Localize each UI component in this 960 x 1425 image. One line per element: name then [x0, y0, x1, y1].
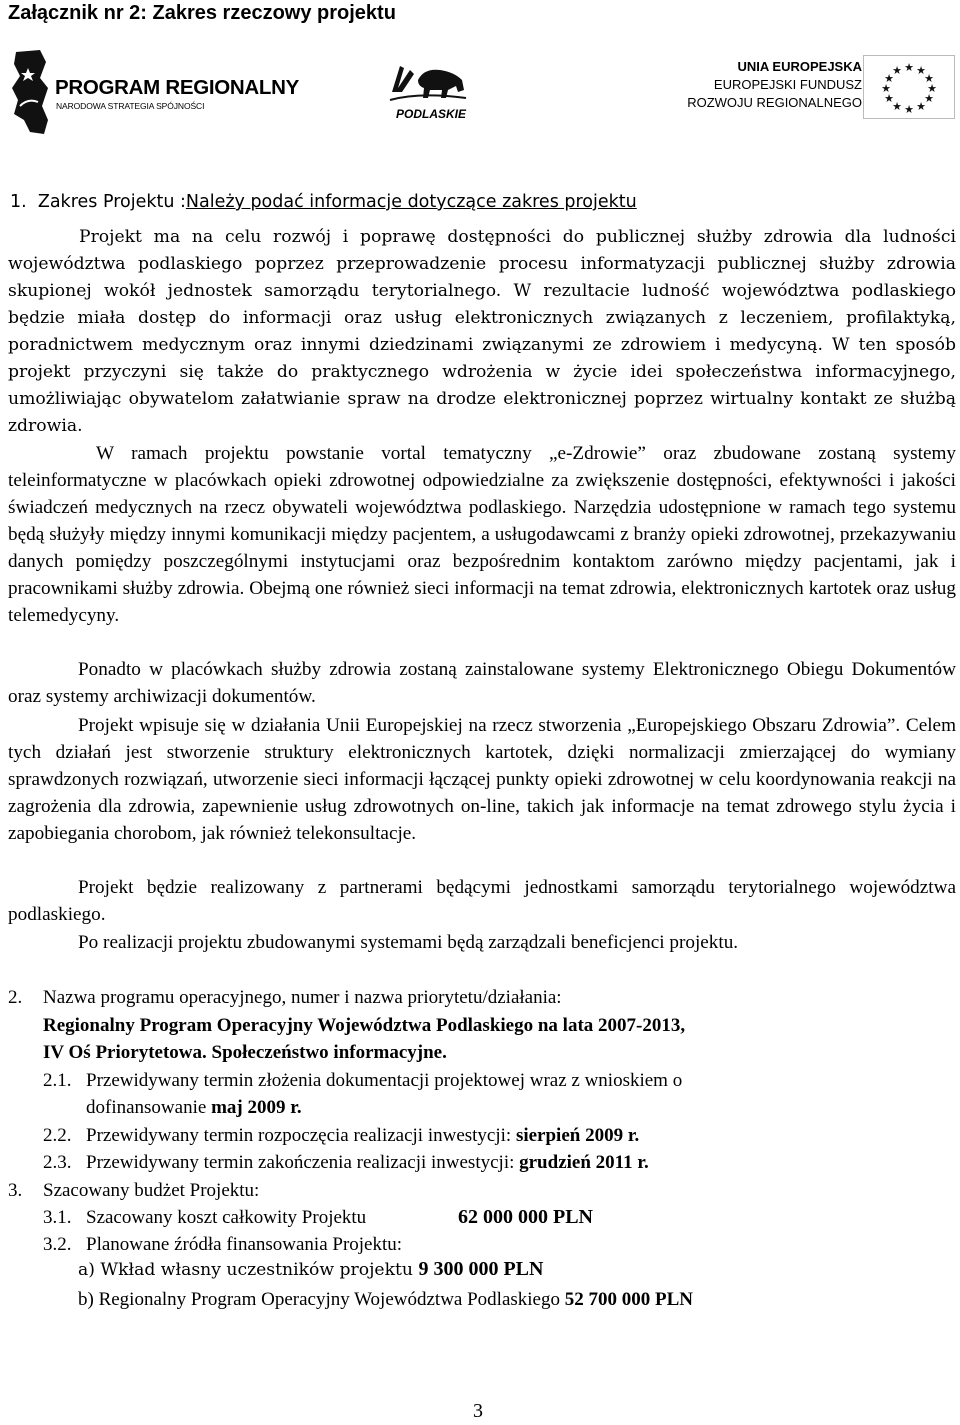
- item-3-2-text: Planowane źródła finansowania Projektu:: [86, 1234, 403, 1255]
- program-regionalny-logo: [10, 48, 300, 138]
- section1-paragraph-3: Ponadto w placówkach służby zdrowia zostaną zainstalowane systemy Elektronicznego Obiegu Dokumentów oraz systemy archiwizacji dokumentów.: [8, 659, 956, 707]
- eu-line2: EUROPEJSKI FUNDUSZ: [713, 77, 862, 92]
- item-2-1-text-cont: [86, 1094, 302, 1121]
- item-3-1-text: Szacowany koszt całkowity Projektu: [86, 1207, 367, 1228]
- section1-number: 1.: [10, 192, 27, 212]
- item-3-1-number: 3.1.: [43, 1207, 72, 1228]
- svg-text:★: ★: [881, 82, 891, 95]
- item-3-2-number: 3.2.: [43, 1234, 72, 1255]
- svg-text:★: ★: [924, 92, 934, 105]
- svg-text:★: ★: [892, 64, 902, 77]
- item-2-3-number: 2.3.: [43, 1152, 72, 1173]
- svg-text:★: ★: [904, 103, 914, 116]
- section3-number: 3.: [8, 1180, 23, 1201]
- section2-number: 2.: [8, 987, 23, 1008]
- section3-title: Szacowany budżet Projektu:: [43, 1180, 260, 1201]
- program-name-line2: IV Oś Priorytetowa. Społeczeństwo informacyjne.: [43, 1042, 447, 1063]
- program-regionalny-emblem-icon: [10, 48, 52, 136]
- svg-text:★: ★: [884, 92, 894, 105]
- item-2-1-text: Przewidywany termin złożenia dokumentacji projektowej wraz z wnioskiem o: [86, 1070, 683, 1091]
- svg-text:★: ★: [904, 61, 914, 74]
- svg-text:★: ★: [924, 72, 934, 85]
- item-2-2-number: 2.2.: [43, 1125, 72, 1146]
- item-2-2-text: Przewidywany termin rozpoczęcia realizacji inwestycji:: [86, 1125, 516, 1146]
- item-2-2-line: [86, 1122, 639, 1149]
- item-2-1-number: 2.1.: [43, 1070, 72, 1091]
- podlaskie-logo: [388, 58, 468, 128]
- item-3-2-b-value: 52 700 000 PLN: [564, 1289, 693, 1310]
- item-3-2-b: [78, 1286, 693, 1313]
- item-2-2-value: sierpień 2009 r.: [515, 1125, 640, 1146]
- svg-text:★: ★: [916, 64, 926, 77]
- program-regionalny-subtext: NARODOWA STRATEGIA SPÓJNOŚCI: [56, 101, 205, 111]
- eu-text-block: [687, 58, 862, 112]
- svg-text:★: ★: [927, 82, 937, 95]
- section1-heading: [10, 189, 637, 216]
- item-3-2-a-text: a) Wkład własny uczestników projektu: [78, 1260, 419, 1280]
- program-regionalny-text: PROGRAM REGIONALNY: [55, 76, 300, 99]
- eu-logo: [665, 52, 960, 118]
- document-title: Załącznik nr 2: Zakres rzeczowy projektu: [8, 2, 396, 24]
- section1-paragraph-2: W ramach projektu powstanie vortal tematyczny „e-Zdrowie” oraz zbudowane zostaną systemy teleinformatyczne w placówkach opieki zdrowotnej odpowiedzialne za zwiększenie dostępności, efektywności i jakości świadczeń medycznych na rzecz obywateli województwa podlaskiego. Narzędzia udostępnione w ramach tego systemu będą służyły między innymi komunikacji między pacjentem, a usługodawcami z branży opieki zdrowotnej, przekazywaniu danych pomiędzy poszczególnymi instytucjami oraz bezpośrednim kontaktom zarówno między pacjentami, jak i pracownikami służby zdrowia. Obejmą one również sieci informacji na temat zdrowia, elektronicznych kartotek oraz usług telemedycyny.: [8, 443, 956, 626]
- item-2-3-text: Przewidywany termin zakończenia realizacji inwestycji:: [86, 1152, 520, 1173]
- section1-paragraph-5: Projekt będzie realizowany z partnerami będącymi jednostkami samorządu terytorialnego województwa podlaskiego.: [8, 877, 956, 925]
- item-2-1-text2: dofinansowanie: [86, 1097, 212, 1118]
- page-number: 3: [473, 1400, 483, 1422]
- item-2-3-value: grudzień 2011 r.: [519, 1152, 649, 1173]
- svg-text:★: ★: [884, 72, 894, 85]
- item-3-1-value: 62 000 000 PLN: [458, 1206, 593, 1228]
- section1-paragraph-4: Projekt wpisuje się w działania Unii Europejskiej na rzecz stworzenia „Europejskiego Obszaru Zdrowia”. Celem tych działań jest stworzenie struktury elektronicznych kartotek, dzięki normalizacji zmierzającej do wymiany sprawdzonych rozwiązań, utworzenie sieci informacji łączącej punkty opieki zdrowotnej w celu koordynowania reakcji na zagrożenia dla zdrowia, zapewnienie usług zdrowotnych on-line, takich jak informacje na temat zdrowego stylu życia i zapobiegania chorobom, jak również telekonsultacje.: [8, 715, 956, 844]
- item-2-1-value: maj 2009 r.: [211, 1097, 302, 1118]
- item-3-2-b-text: b) Regionalny Program Operacyjny Województwa Podlaskiego: [78, 1289, 565, 1310]
- svg-text:★: ★: [892, 100, 902, 113]
- section1-title: Zakres Projektu :: [37, 192, 186, 212]
- podlaskie-text: PODLASKIE: [396, 107, 467, 121]
- svg-text:★: ★: [916, 100, 926, 113]
- section1-title-underlined: Należy podać informacje dotyczące zakres projektu: [185, 192, 637, 212]
- eu-line3: ROZWOJU REGIONALNEGO: [687, 95, 862, 110]
- program-name-line1: Regionalny Program Operacyjny Województwa Podlaskiego na lata 2007-2013,: [43, 1015, 686, 1036]
- section1-paragraph-6: Po realizacji projektu zbudowanymi systemami będą zarządzali beneficjenci projektu.: [78, 932, 739, 953]
- section2-title: Nazwa programu operacyjnego, numer i nazwa priorytetu/działania:: [43, 987, 562, 1008]
- eu-line1: UNIA EUROPEJSKA: [737, 59, 862, 74]
- eu-flag-icon: [863, 55, 955, 119]
- section1-paragraph-1: Projekt ma na celu rozwój i poprawę dostępności do publicznej służby zdrowia dla ludności województwa podlaskiego poprzez przeprowadzenie procesu informatyzacji publicznej służby zdrowia skupionej wokół jednostek samorządu terytorialnego. W rezultacie ludność województwa podlaskiego będzie miała dostęp do informacji oraz usług elektronicznych związanych z leczeniem, profilaktyką, poradnictwem medycznym oraz innymi dziedzinami związanymi ze zdrowiem i medycyną. W ten sposób projekt przyczyni się także do praktycznego wdrożenia w życie idei społeczeństwa informacyjnego, umożliwiając obywatelom załatwianie spraw na drodze elektronicznej poprzez wirtualny kontakt ze służbą zdrowia.: [8, 227, 956, 436]
- bison-icon: [388, 58, 468, 108]
- item-3-2-a: [78, 1258, 543, 1281]
- item-3-2-a-value: 9 300 000 PLN: [418, 1258, 544, 1280]
- item-2-3-line: [86, 1149, 649, 1176]
